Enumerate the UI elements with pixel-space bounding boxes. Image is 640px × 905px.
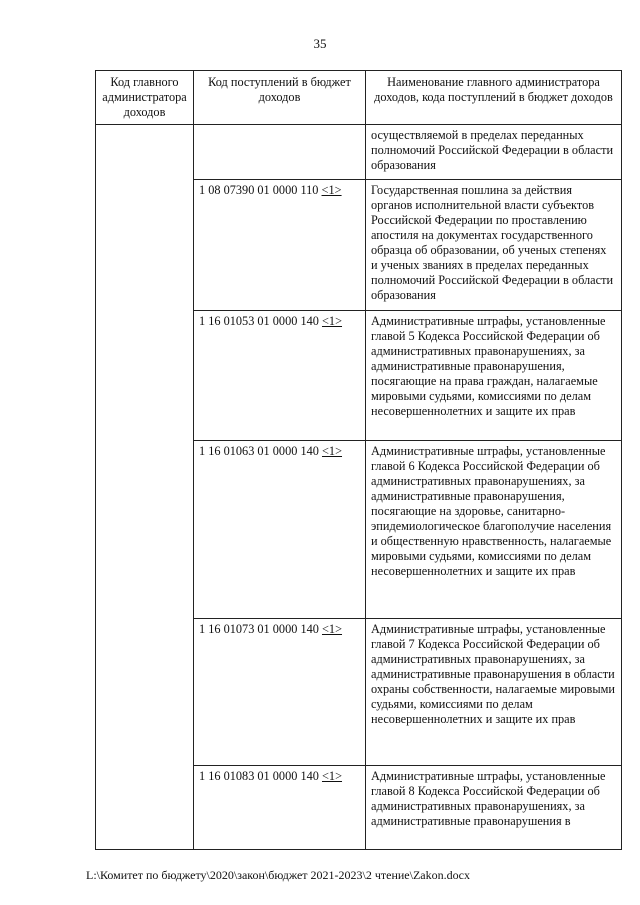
revenue-name-cell: осуществляемой в пределах переданных полномочий Российской Федерации в области образования xyxy=(366,125,622,180)
table-row xyxy=(96,125,622,180)
header-name: Наименование главного администратора доходов, кода поступлений в бюджет доходов xyxy=(366,71,622,125)
revenue-code: 1 16 01053 01 0000 140 xyxy=(199,314,319,328)
table-header-row xyxy=(96,71,622,125)
table-body xyxy=(96,125,622,850)
revenue-code-cell xyxy=(194,180,366,311)
revenue-code-cell xyxy=(194,766,366,850)
footnote-link[interactable]: <1> xyxy=(321,314,343,328)
revenue-code-cell xyxy=(194,311,366,441)
revenue-name-cell: Административные штрафы, установленные главой 8 Кодекса Российской Федерации об административных правонарушениях, за административные правонарушения в xyxy=(366,766,622,850)
footnote-link[interactable]: <1> xyxy=(321,183,342,197)
revenue-name-cell: Административные штрафы, установленные главой 5 Кодекса Российской Федерации об административных правонарушениях, за административные правонарушения, посягающие на права граждан, налагаемые мировыми судьями, комиссиями по делам несовершеннолетних и защите их прав xyxy=(366,311,622,441)
revenue-code: 1 16 01083 01 0000 140 xyxy=(199,769,319,783)
footer-file-path: L:\Комитет по бюджету\2020\закон\бюджет 2021-2023\2 чтение\Zakon.docx xyxy=(86,868,470,882)
revenue-code: 1 16 01073 01 0000 140 xyxy=(199,622,319,636)
revenue-code-cell xyxy=(194,125,366,180)
revenue-code: 1 16 01063 01 0000 140 xyxy=(199,444,319,458)
footnote-link[interactable]: <1> xyxy=(321,769,343,783)
revenue-name-cell: Административные штрафы, установленные главой 6 Кодекса Российской Федерации об административных правонарушениях, за административные правонарушения, посягающие на здоровье, санитарно-эпидемиологическое благополучие населения и общественную нравственность, налагаемые мировыми судьями, комиссиями по делам несовершеннолетних и защите их прав xyxy=(366,441,622,619)
revenue-code-cell xyxy=(194,441,366,619)
revenue-table xyxy=(95,70,622,850)
header-revenue-code: Код поступлений в бюджет доходов xyxy=(194,71,366,125)
revenue-name-cell: Административные штрафы, установленные главой 7 Кодекса Российской Федерации об административных правонарушениях, за административные правонарушения в области охраны собственности, налагаемые мировыми судьями, комиссиями по делам несовершеннолетних и защите их прав xyxy=(366,619,622,766)
revenue-code-cell xyxy=(194,619,366,766)
revenue-name-cell: Государственная пошлина за действия органов исполнительной власти субъектов Российской Федерации по проставлению апостиля на документах государственного образца об образовании, об ученых степенях и ученых званиях в пределах переданных полномочий Российской Федерации в области образования xyxy=(366,180,622,311)
footnote-link[interactable]: <1> xyxy=(321,622,343,636)
footnote-link[interactable]: <1> xyxy=(321,444,343,458)
admin-code-cell xyxy=(96,125,194,850)
header-admin-code: Код главного администратора доходов xyxy=(96,71,194,125)
page-number: 35 xyxy=(313,36,327,51)
revenue-code: 1 08 07390 01 0000 110 xyxy=(199,183,319,197)
